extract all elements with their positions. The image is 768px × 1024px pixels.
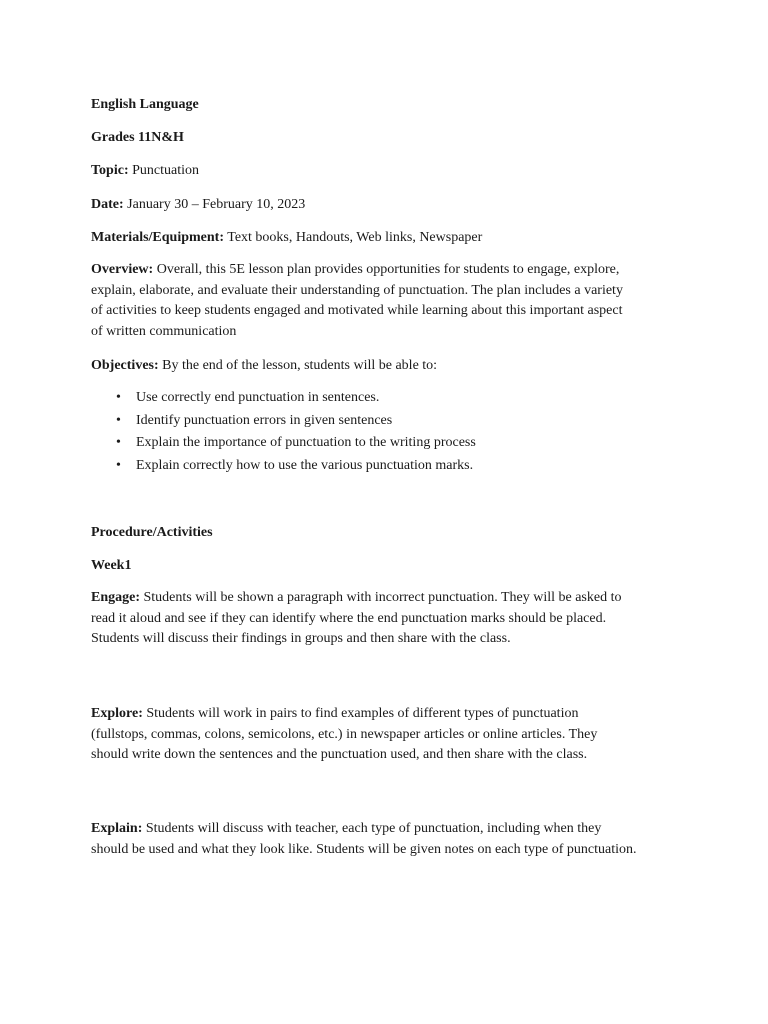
objectives-list [91, 387, 736, 477]
overview-label: Overview: [91, 262, 154, 277]
objective-item: • Explain correctly how to use the various punctuation marks. [136, 455, 736, 478]
objective-item: • Use correctly end punctuation in sentences. [136, 387, 736, 410]
objectives-label: Objectives: [91, 358, 159, 373]
explore-label: Explore: [91, 706, 143, 721]
materials-label: Materials/Equipment: [91, 230, 224, 245]
objective-item: • Explain the importance of punctuation to the writing process [136, 432, 736, 455]
grades-heading: Grades 11N&H [91, 130, 184, 145]
explain-line-2: should be used and what they look like. Students will be given notes on each type of punctuation. [91, 841, 637, 857]
explore-line-3: should write down the sentences and the punctuation used, and then share with the class. [91, 747, 588, 762]
date-value: January 30 – February 10, 2023 [123, 197, 306, 212]
objectives-intro: By the end of the lesson, students will be able to: [158, 358, 438, 373]
week-heading: Week1 [91, 558, 132, 573]
engage-line-1: Students will be shown a paragraph with incorrect punctuation. They will be asked to [140, 590, 622, 605]
engage-line-2: read it aloud and see if they can identify where the end punctuation marks should be placed. [91, 610, 607, 626]
materials-line [91, 227, 482, 248]
explain-label: Explain: [91, 821, 143, 836]
overview-line-2: explain, elaborate, and evaluate their understanding of punctuation. The plan includes a variety [91, 282, 623, 298]
procedure-heading: Procedure/Activities [91, 525, 213, 540]
overview-line-1: Overall, this 5E lesson plan provides opportunities for students to engage, explore, [153, 262, 620, 277]
topic-label: Topic: [91, 163, 129, 178]
explore-paragraph [91, 704, 711, 766]
topic-value: Punctuation [128, 163, 199, 178]
engage-line-3: Students will discuss their findings in groups and then share with the class. [91, 631, 511, 646]
explain-line-1: Students will discuss with teacher, each type of punctuation, including when they [142, 821, 602, 836]
objectives-line [91, 355, 437, 376]
engage-label: Engage: [91, 590, 140, 605]
objective-item: • Identify punctuation errors in given sentences [136, 410, 736, 433]
materials-value: Text books, Handouts, Web links, Newspaper [224, 230, 483, 245]
overview-line-4: of written communication [91, 323, 237, 339]
date-line [91, 194, 305, 215]
subject-heading: English Language [91, 97, 199, 112]
explore-line-2: (fullstops, commas, colons, semicolons, etc.) in newspaper articles or online articles. They [91, 726, 598, 742]
overview-paragraph [91, 260, 711, 342]
explore-line-1: Students will work in pairs to find examples of different types of punctuation [142, 706, 579, 721]
overview-line-3: of activities to keep students engaged and motivated while learning about this important aspect [91, 303, 623, 318]
topic-line [91, 160, 199, 181]
engage-paragraph [91, 588, 711, 650]
date-label: Date: [91, 197, 124, 212]
explain-paragraph [91, 819, 711, 860]
